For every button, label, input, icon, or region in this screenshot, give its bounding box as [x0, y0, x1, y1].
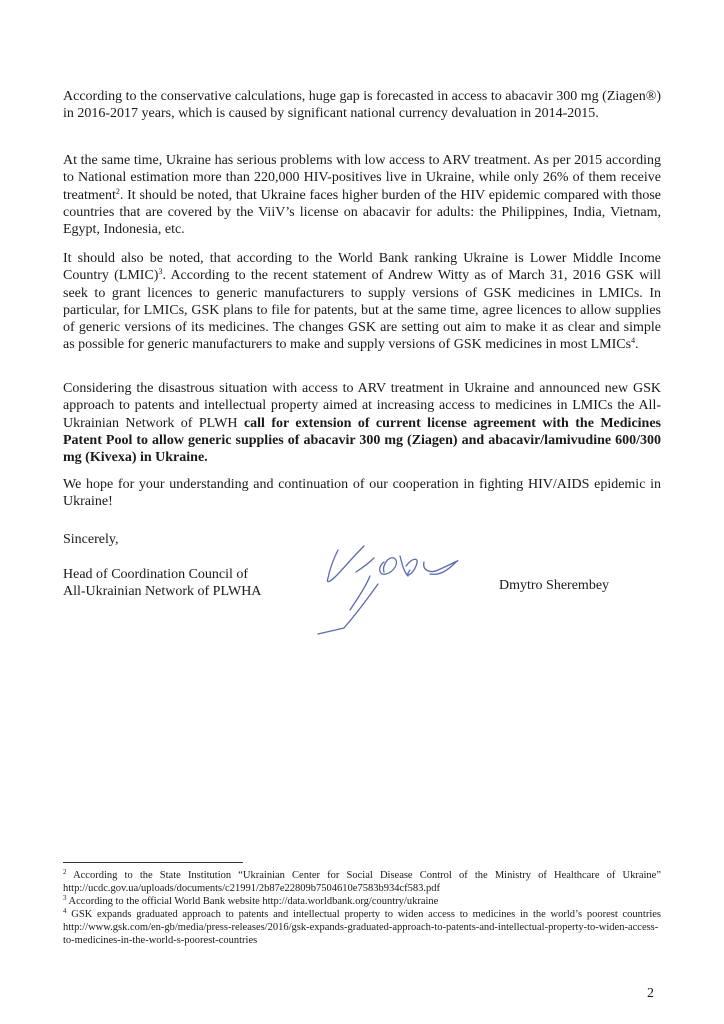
paragraph-text: .	[635, 337, 639, 353]
footnote-mark: 2	[63, 868, 67, 876]
footnote-2	[63, 870, 661, 896]
paragraph-text: At the same time, Ukraine has serious problems with low access to ARV treatment. As per 2015 according to National estimation more than 220,000 HIV-positives live in Ukraine, while only 26% of them receive treatment	[63, 153, 661, 203]
footnote-4	[63, 909, 661, 947]
handwritten-signature	[312, 536, 472, 636]
footnote-mark: 4	[63, 907, 67, 915]
footnote-text: According to the State Institution “Ukrainian Center for Social Disease Control of the Ministry of Healthcare of Ukraine” http://ucdc.gov.ua/uploads/documents/c21991/2b87e22809b7504610e7583b934cf583.pdf	[63, 870, 661, 894]
salutation: Sincerely,	[63, 532, 119, 547]
paragraph-abacavir-gap	[63, 88, 661, 123]
footnote-ref: 4	[631, 336, 636, 346]
paragraph-closing-hope	[63, 476, 661, 511]
bold-request-text: call for extension of current license agreement with the Medicines Patent Pool to allow generic supplies of abacavir 300 mg (Ziagen) and abacavir/lamivudine 600/300 mg (Kivexa) in Ukraine.	[63, 415, 661, 466]
paragraph-arv-access	[63, 152, 661, 238]
footnote-divider	[63, 862, 243, 863]
footnote-text: According to the official World Bank website http://data.worldbank.org/country/ukraine	[66, 896, 439, 907]
page-number: 2	[647, 986, 654, 1001]
footnote-text: GSK expands graduated approach to patents and intellectual property to widen access to medicines in the world’s poorest countries http://www.gsk.com/en-gb/media/press-releases/2016/gsk-expands-graduated-approach-to-patents-and-intellectual-property-to-widen-access-to-medicines-in-the-world-s-poorest-countries	[63, 909, 661, 946]
footnote-ref: 2	[115, 186, 120, 196]
signer-title-line-2: All-Ukrainian Network of PLWHA	[63, 584, 262, 599]
paragraph-text: Considering the disastrous situation with access to ARV treatment in Ukraine and announced new GSK approach to patents and intellectual property aimed at increasing access to medicines in LMICs the All-Ukrainian Network of PLWH	[63, 381, 661, 431]
footnote-3	[63, 896, 661, 909]
paragraph-text: We hope for your understanding and continuation of our cooperation in fighting HIV/AIDS epidemic in Ukraine!	[63, 477, 661, 510]
footnote-ref: 3	[158, 267, 163, 277]
footnote-mark: 3	[63, 894, 67, 902]
paragraph-text: It should also be noted, that according to the World Bank ranking Ukraine is Lower Middle Income Country (LMIC)	[63, 251, 661, 284]
paragraph-text: . It should be noted, that Ukraine faces higher burden of the HIV epidemic compared with those countries that are covered by the ViiV’s license on abacavir for adults: the Philippines, India, Vietnam, Egypt, Indonesia, etc.	[63, 187, 661, 238]
signer-name: Dmytro Sherembey	[499, 578, 610, 593]
paragraph-lmic-status	[63, 250, 661, 354]
paragraph-text: According to the conservative calculations, huge gap is forecasted in access to abacavir 300 mg (Ziagen®) in 2016-2017 years, which is caused by significant national currency devaluation in 2014-2015.	[63, 89, 661, 122]
signer-title-line-1: Head of Coordination Council of	[63, 567, 249, 582]
paragraph-text: . According to the recent statement of Andrew Witty as of March 31, 2016 GSK will seek to grant licences to generic manufacturers to supply versions of GSK medicines in LMICs. In particular, for LMICs, GSK plans to file for patents, but at the same time, agree licences to allow supplies of generic versions of its medicines. The changes GSK are setting out aim to make it as clear and simple as possible for generic manufacturers to make and supply versions of GSK medicines in most LMICs	[63, 268, 662, 353]
paragraph-call-for-extension	[63, 380, 661, 466]
